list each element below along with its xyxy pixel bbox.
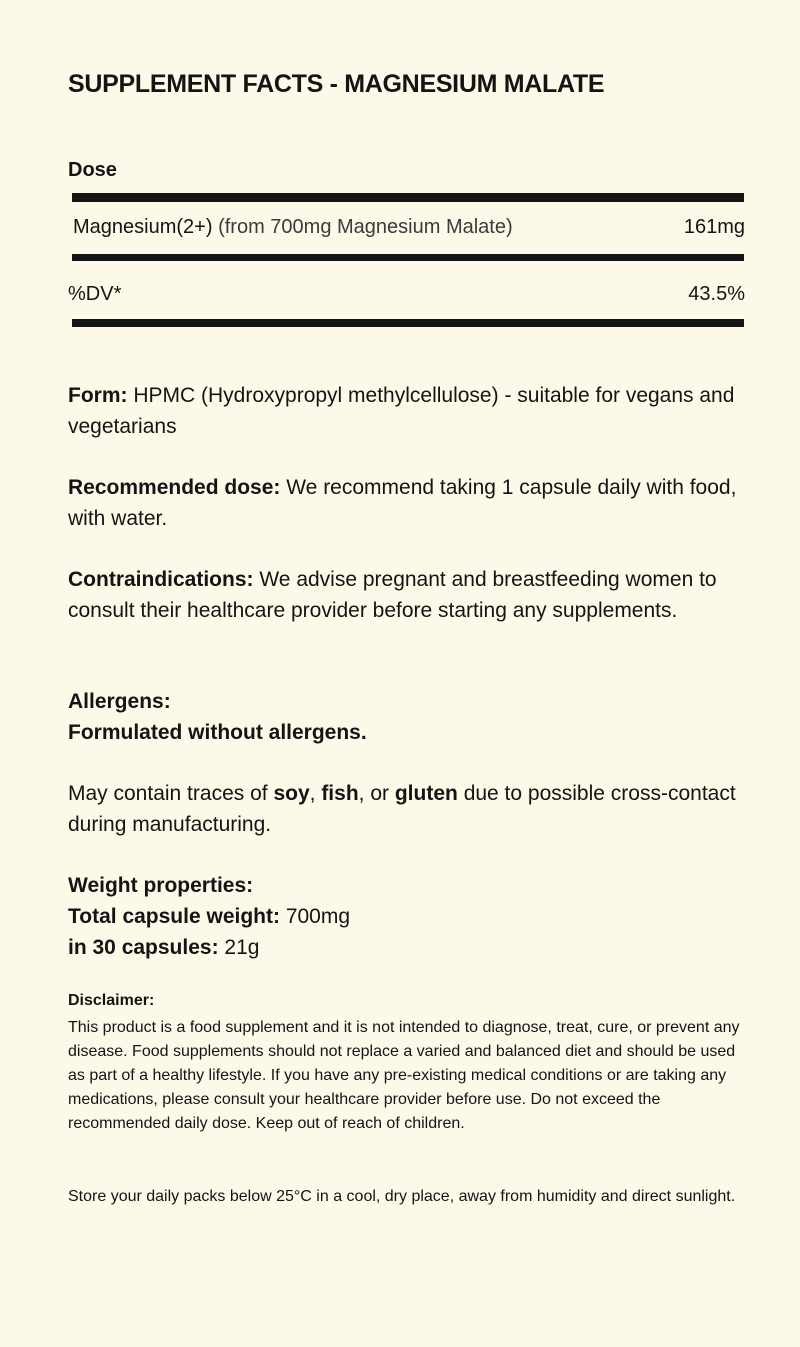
pack-weight-label: in 30 capsules: <box>68 936 219 959</box>
dv-value: 43.5% <box>688 283 745 305</box>
contraindications-text: We advise pregnant and breastfeeding women to consult their healthcare provider before starting any supplements. <box>68 568 717 622</box>
table-rule-middle <box>72 254 744 261</box>
trace-fish: fish <box>321 782 359 805</box>
traces-sep-2: , or <box>358 782 389 805</box>
contraindications-section <box>68 564 744 626</box>
nutrient-amount: 161mg <box>683 216 745 238</box>
disclaimer-label: Disclaimer: <box>68 992 155 1009</box>
trace-soy: soy <box>273 782 310 805</box>
disclaimer-text: This product is a food supplement and it is not intended to diagnose, treat, cure, or prevent any disease. Food supplements should not replace a varied and balanced diet and should be used as part of a healthy lifestyle. If you have any pre-existing medical conditions or are taking any medications, please consult your healthcare provider before use. Do not exceed the recommended daily dose. Keep out of reach of children. <box>68 1019 740 1132</box>
nutrient-row <box>73 216 745 239</box>
traces-suffix: due to possible cross-contact during manufacturing. <box>68 782 736 836</box>
traces-prefix: May contain traces of <box>68 782 268 805</box>
form-label: Form: <box>68 384 128 407</box>
form-section <box>68 380 744 442</box>
dv-row <box>68 283 745 306</box>
allergens-statement: Formulated without allergens. <box>68 721 367 744</box>
dose-label: Dose <box>68 159 117 181</box>
recommended-dose-label: Recommended dose: <box>68 476 281 499</box>
recommended-dose-text: We recommend taking 1 capsule daily with food, with water. <box>68 476 737 530</box>
weight-section <box>68 870 744 963</box>
table-rule-top <box>72 193 744 202</box>
nutrient-name: Magnesium(2+) <box>73 216 213 238</box>
capsule-weight-label: Total capsule weight: <box>68 905 280 928</box>
trace-gluten: gluten <box>394 782 458 805</box>
dv-label: %DV* <box>68 283 122 305</box>
table-rule-bottom <box>72 319 744 327</box>
allergens-section <box>68 686 744 748</box>
page-title: SUPPLEMENT FACTS - MAGNESIUM MALATE <box>68 70 605 98</box>
capsule-weight-value: 700mg <box>285 905 351 928</box>
allergens-label: Allergens: <box>68 690 171 713</box>
nutrient-source: (from 700mg Magnesium Malate) <box>218 216 513 238</box>
pack-weight-value: 21g <box>224 936 260 959</box>
storage-text: Store your daily packs below 25°C in a cool, dry place, away from humidity and direct sunlight. <box>68 1188 736 1205</box>
form-text: HPMC (Hydroxypropyl methylcellulose) - suitable for vegans and vegetarians <box>68 384 735 438</box>
weight-label: Weight properties: <box>68 874 254 897</box>
recommended-dose-section <box>68 472 744 534</box>
traces-sep-1: , <box>309 782 316 805</box>
traces-section <box>68 778 744 840</box>
contraindications-label: Contraindications: <box>68 568 254 591</box>
nutrient-label <box>73 216 513 239</box>
